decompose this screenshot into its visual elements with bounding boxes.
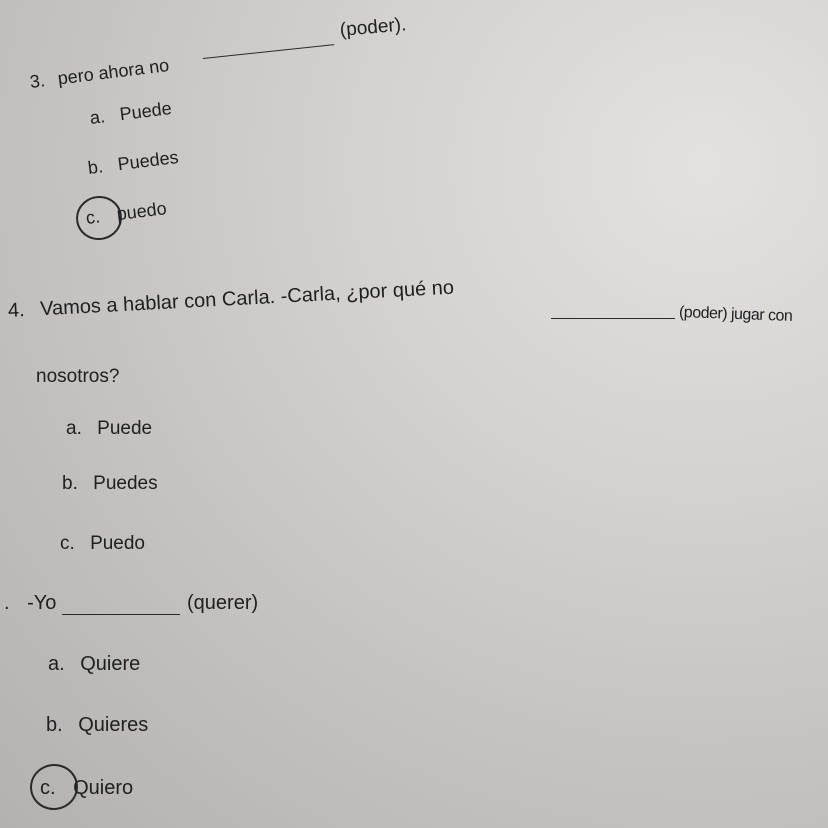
q5-number: . [4, 592, 10, 614]
q5-option-b[interactable] [46, 714, 148, 737]
q5-option-a-letter: a. [48, 653, 65, 675]
q3-answer-blank[interactable] [201, 26, 334, 60]
q5-option-b-letter: b. [46, 714, 63, 736]
q4-hint: (poder) jugar con [678, 304, 793, 325]
q5-text: -Yo [27, 592, 57, 614]
q4-answer-blank[interactable] [551, 298, 675, 320]
q4-prompt [7, 277, 454, 323]
q3-option-a-letter: a. [88, 106, 107, 128]
q4-option-c-letter: c. [60, 533, 75, 554]
q5-option-c[interactable] [40, 777, 133, 800]
q3-option-a[interactable] [89, 98, 173, 129]
q4-text: Vamos a hablar con Carla. -Carla, ¿por qué no [39, 276, 455, 321]
q4-continuation: nosotros? [36, 366, 120, 387]
q5-option-b-text: Quieres [78, 714, 149, 736]
q3-prompt [29, 55, 171, 93]
q3-option-b-letter: b. [86, 156, 105, 178]
q5-option-a[interactable] [48, 653, 140, 676]
q5-hint: (querer) [187, 592, 259, 614]
q4-option-b-text: Puedes [93, 473, 158, 494]
q3-number: 3. [28, 70, 47, 92]
q3-hint: (poder). [339, 14, 408, 41]
q4-option-a-text: Puede [97, 418, 153, 439]
q3-option-c-text: puedo [115, 198, 168, 225]
q4-option-c[interactable] [60, 533, 145, 555]
q3-option-c-letter: c. [84, 206, 102, 228]
q5-prompt [4, 592, 56, 615]
q4-option-a[interactable] [66, 418, 152, 440]
q5-option-a-text: Quiere [80, 653, 141, 675]
q3-text: pero ahora no [56, 55, 171, 89]
q5-answer-blank[interactable] [62, 594, 180, 616]
q4-option-b-letter: b. [62, 473, 78, 494]
q3-option-b-text: Puedes [116, 146, 180, 175]
q5-option-c-letter: c. [40, 777, 56, 799]
q4-option-c-text: Puedo [90, 533, 146, 554]
q4-option-b[interactable] [62, 473, 158, 495]
q5-option-c-text: Quiero [73, 777, 134, 799]
q4-option-a-letter: a. [66, 418, 82, 439]
q3-option-a-text: Puede [118, 98, 173, 125]
q3-option-b[interactable] [87, 147, 180, 179]
q4-number: 4. [7, 299, 26, 322]
